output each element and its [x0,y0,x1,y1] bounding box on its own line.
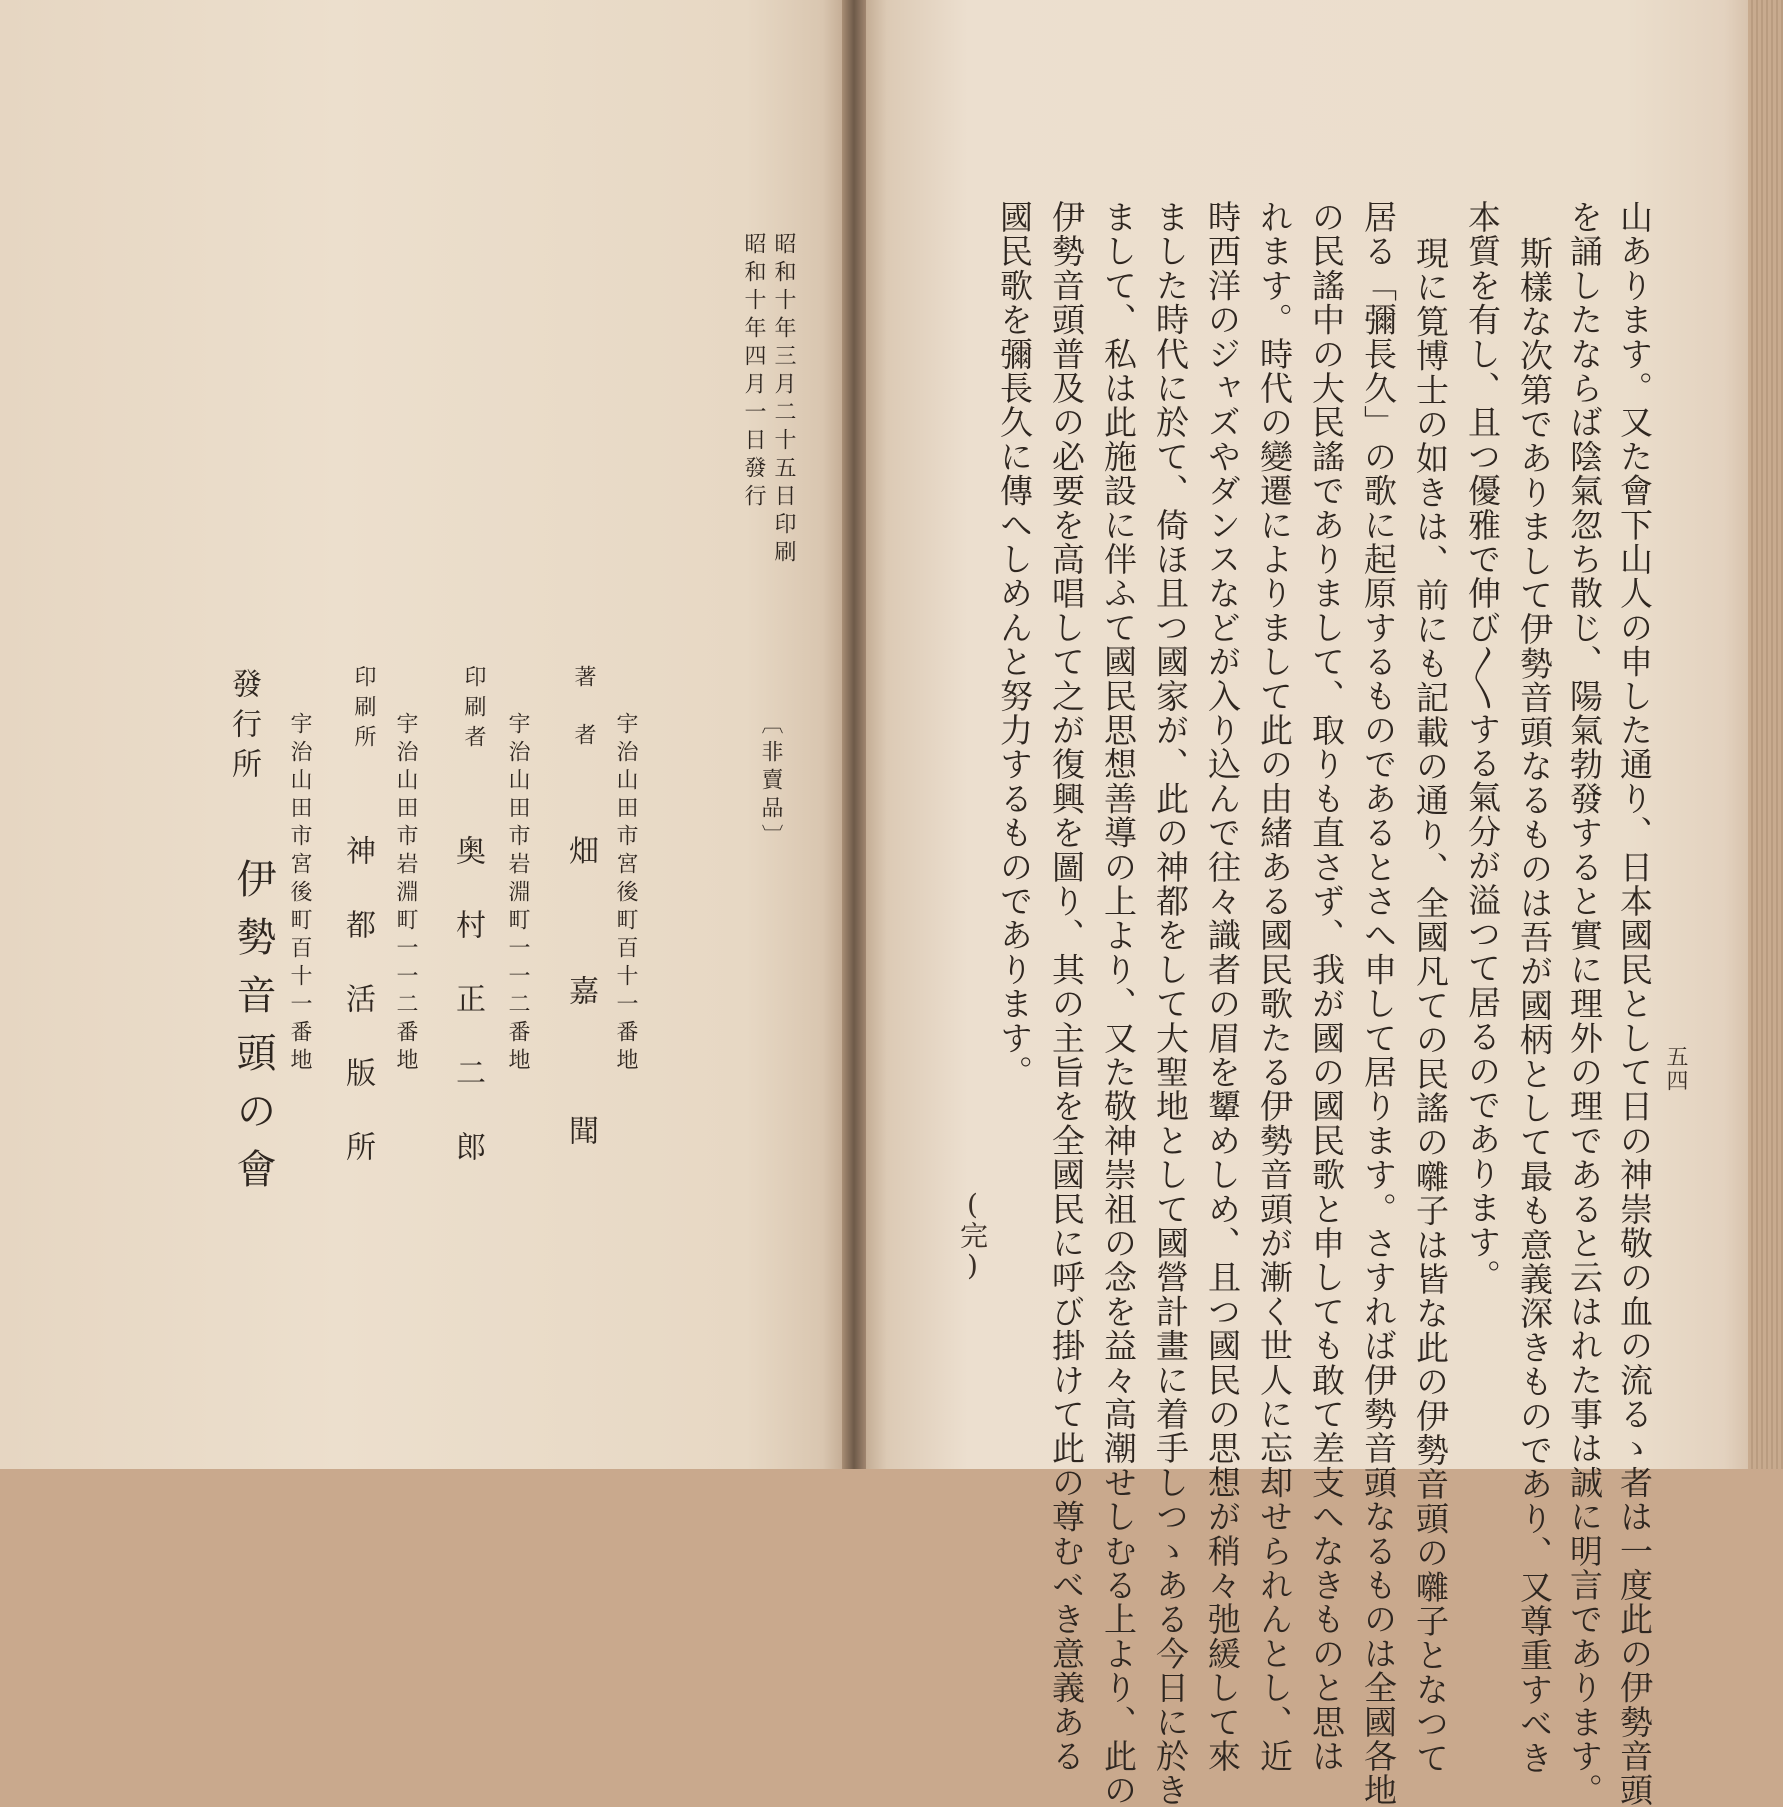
publisher-label: 發行所 [226,668,261,788]
printer-label: 印刷者 [461,665,486,755]
printer-name: 奥村正二郎 [450,835,485,1205]
author-address: 宇治山田市宮後町百十一番地 [613,712,638,1076]
publish-date: 昭和十年四月一日發行 [741,232,766,512]
end-mark: (完) [956,1188,989,1282]
page-number: 五四 [1663,1045,1688,1093]
body-line: れます。時代の變遷によりまして此の由緒ある國民歌たる伊勢音頭が漸く世人に忘却せられんとし、近 [1255,200,1294,1774]
body-line: 現に筧博士の如きは、前にも記載の通り、全國凡ての民謠の囃子は皆な此の伊勢音頭の囃子となつて [1411,236,1450,1775]
not-for-sale-mark: 〔非賣品〕 [758,712,783,852]
body-line: ました時代に於て、倚ほ且つ國家が、此の神都をして大聖地として國營計畫に着手しつゝある今日に於き [1151,200,1190,1807]
body-line: まして、私は此施設に伴ふて國民思想善導の上より、又た敬神崇祖の念を益々高潮せしむる上より、此の [1099,200,1138,1807]
book-gutter [842,0,866,1469]
author-name: 畑嘉聞 [563,835,598,1255]
press-label: 印刷所 [351,665,376,755]
body-line: 本質を有し、且つ優雅で伸び〳〵する氣分が溢つて居るのであります。 [1463,200,1502,1294]
publisher-name: 伊勢音頭の會 [230,858,276,1206]
print-date: 昭和十年三月二十五日印刷 [771,232,796,568]
body-line: の民謠中の大民謠でありまして、取りも直さず、我が國の國民歌と申しても敢て差支へなきものと思は [1307,200,1346,1774]
body-line: 居る「彌長久」の歌に起原するものであるとさへ申して居ります。さすれば伊勢音頭なるものは全國各地 [1359,200,1398,1807]
body-line: 斯樣な次第でありまして伊勢音頭なるものは吾が國柄として最も意義深きものであり、又尊重すべき [1515,236,1554,1775]
colophon-page [0,0,848,1469]
press-name: 神都活版所 [340,835,375,1205]
body-line: 山あります。又た會下山人の申した通り、日本國民として日の神崇敬の血の流るゝ者は一度此の伊勢音頭 [1615,200,1654,1807]
printer-address: 宇治山田市岩淵町一一二番地 [505,712,530,1076]
body-line: 國民歌を彌長久に傳へしめんと努力するものであります。 [995,200,1034,1090]
publisher-address: 宇治山田市宮後町百十一番地 [287,712,312,1076]
body-line: 時西洋のジャズやダンスなどが入り込んで往々識者の眉を顰めしめ、且つ國民の思想が稍々弛緩して來 [1203,200,1242,1774]
press-address: 宇治山田市岩淵町一一二番地 [393,712,418,1076]
page-edges [1748,0,1783,1469]
body-line: 伊勢音頭普及の必要を高唱して之が復興を圖り、其の主旨を全國民に呼び掛けて此の尊むべき意義ある [1047,200,1086,1774]
body-line: を誦したならば陰氣忽ち散じ、陽氣勃發すると實に理外の理であると云はれた事は誠に明言であります。 [1565,200,1604,1807]
author-label: 著者 [571,665,596,781]
